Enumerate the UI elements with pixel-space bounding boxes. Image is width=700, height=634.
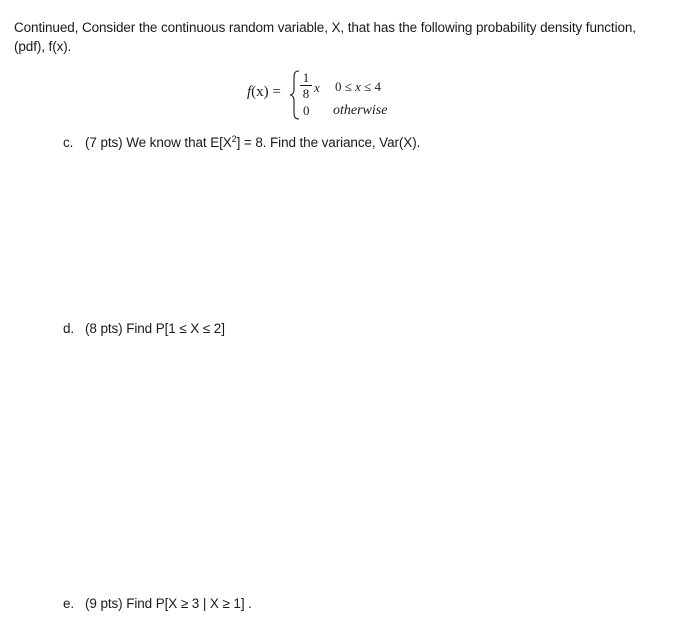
- question-d: [63, 320, 225, 338]
- case1-condition-var: x: [355, 79, 361, 94]
- superscript: 2: [231, 134, 237, 144]
- intro-paragraph: Continued, Consider the continuous random variable, X, that has the following probability density function, (pdf), f(x).: [14, 20, 636, 54]
- formula-function-name: f: [247, 84, 252, 100]
- question-text: (9 pts) Find P[X ≥ 3 | X ≥ 1] .: [85, 596, 252, 611]
- formula-function-argument: (x) =: [251, 84, 281, 100]
- question-letter: d.: [63, 321, 75, 336]
- case1-variable: x: [314, 80, 320, 95]
- case1-condition-lower: 0 ≤: [335, 79, 356, 94]
- question-letter: e.: [63, 596, 75, 611]
- pdf-formula: [247, 68, 467, 124]
- case2-value: 0: [303, 103, 310, 118]
- question-text: (8 pts) Find P[1 ≤ X ≤ 2]: [85, 321, 225, 336]
- formula-lhs: [247, 84, 281, 101]
- question-text: (7 pts) We know that E[X: [85, 135, 232, 150]
- question-e: [63, 595, 252, 613]
- question-letter: c.: [63, 135, 74, 150]
- case1-condition: [335, 79, 381, 95]
- question-text-tail: ] = 8. Find the variance, Var(X).: [236, 135, 421, 150]
- fraction-numerator: 1: [302, 70, 310, 85]
- case1-condition-upper: ≤ 4: [360, 79, 382, 94]
- case2-condition: otherwise: [333, 103, 388, 118]
- question-c: [63, 134, 420, 152]
- fraction-denominator: 8: [302, 86, 310, 101]
- fraction-one-eighth: [300, 71, 312, 100]
